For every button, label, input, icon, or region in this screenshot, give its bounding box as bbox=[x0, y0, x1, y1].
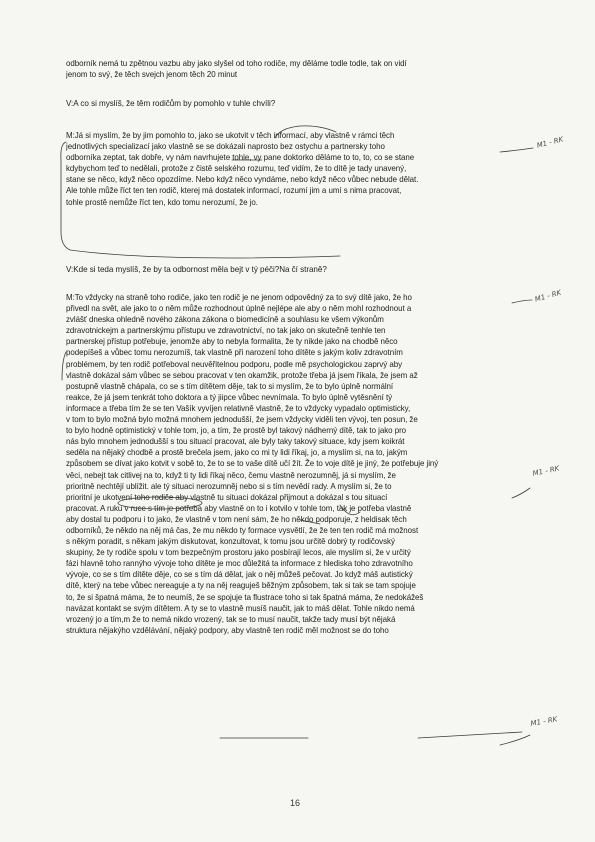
text-line: partnerskej přístup potřebuje, jenomže aby to nebyla formalita, že ty nikde jako na chodbě něco bbox=[66, 337, 398, 347]
text-line: přivedl na svět, ale jako to o něm může rozhodnout úplně nejlépe ale aby o něm mohl rozhodnout a bbox=[66, 304, 412, 314]
handwritten-margin-note: M1 - RK bbox=[534, 288, 563, 304]
text-line: vývoje, co se s tím dítěte děje, co se s tím dá dělat, jak o něj můžeš pečovat. Jo když máš autistický bbox=[66, 570, 413, 580]
text-line: zdravotnickejm a partnerskýmu přístupu ve zdravotnictví, no tak jako on skutečně tenhle ten bbox=[66, 326, 386, 336]
handwritten-margin-note: M1 - RK bbox=[536, 135, 565, 150]
text-line: V:A co si myslíš, že těm rodičům by pomohlo v tuhle chvíli? bbox=[66, 99, 276, 108]
text-line: postupně vlastně chápala, co se s tím dítětem děje, tak to si myslím, že to bylo úplně normální bbox=[66, 381, 394, 391]
paragraph-continuation bbox=[66, 58, 524, 80]
text-line: vrozený jo a tím,m že to nemá nikdo vrozený, tak se to musí naučit, takže tady musí být nějaká bbox=[66, 614, 396, 624]
page-number: 16 bbox=[290, 798, 301, 808]
text-line: prioritně nechtějí ublížit. ale tý situaci nerozumněj nebo si s tím nevědí rady. A myslím si, že to bbox=[66, 481, 392, 491]
text-line: pracovat. A ruku v ruce s tím je potřeba aby vlastně on to i kotvilo v tohle tom, tak je potřeba vlastně bbox=[66, 503, 412, 513]
text-line: odborník nemá tu zpětnou vazbu aby jako slyšel od toho rodiče, my děláme todle todle, tak on vidí bbox=[66, 59, 407, 68]
text-line: aby dostal tu podporu i to jako, že vlastně v tom není sám, že ho někdo podporuje, z heldisak těch bbox=[66, 514, 407, 524]
text-line: v tom to bylo možná bylo možná mnohem jednodušší, že jsem vždycky viděli ten vývoj, ten posun, že bbox=[66, 415, 418, 425]
text-line: struktura nějakýho vzdělávání, nějaký podpory, aby vlastně ten rodič měl možnost se do toho bbox=[66, 625, 389, 635]
text-line: podepíšeš a vůbec tomu nerozumíš, tak vlastně při narození toho dítěte s jakým koliv zdravotním bbox=[66, 348, 403, 358]
text-line: seděla na nějaký chodbě a prostě brečela jsem, jako co mi ty lidi říkaj, jo, a myslím si, na to, jakým bbox=[66, 448, 408, 458]
text-line: dítě, který na tebe vůbec nereaguje a ty na něj reaguješ běžným způsobem, tak si tak se tam spojuje bbox=[66, 581, 416, 591]
handwritten-margin-note: M1 - RK bbox=[532, 464, 561, 478]
respondent-answer bbox=[66, 292, 524, 636]
text-line: tohle prostě nemůže říct ten, kdo tomu nerozumí, že jo. bbox=[66, 197, 258, 207]
text-line: způsobem se dívat jako kotvit v sobě to, že to se to vaše dítě učí žít. Že to voje dítě je jiný, že potřebuje jiný bbox=[66, 459, 439, 469]
text-line: navázat kontakt se svým dítětem. A ty se to vlastně musíš naučit, jak to máš dělat. Tohle nikdo nemá bbox=[66, 603, 415, 613]
text-line: odborníků, že někdo na něj má čas, že mu někdo ty formace vysvětlí, že že ten ten rodič má možnost bbox=[66, 525, 419, 535]
text-line: zvlášť dneska ohledně nového zákona zákona o biomedicíně a souhlasu ke všem výkonům bbox=[66, 315, 384, 325]
text-line: kdybychom teď to nedělali, protože z čistě selského rozumu, teď vidím, že to dítě je tady unavený, bbox=[66, 164, 407, 174]
text-line: V:Kde si teda myslíš, že by ta odbornost měla bejt v tý péči?Na čí straně? bbox=[66, 265, 327, 274]
interviewer-question bbox=[66, 264, 524, 275]
connector-line bbox=[500, 735, 530, 745]
interviewer-question bbox=[66, 98, 524, 109]
text-line: prioritní je ukotvení toho rodiče aby vlastně tu situaci dokázal přijmout a dokázal s tou situací bbox=[66, 492, 388, 502]
text-line: skupiny, že ty rodiče spolu v tom bezpečným prostoru jako posbírají lecos, ale myslím si, že v určitý bbox=[66, 548, 411, 558]
text-line: reakce, že já jsem tenkrát toho doktora a tý jiipce vůbec nevnímala. To bylo úplně vytěsnění tý bbox=[66, 392, 393, 402]
text-line: jenom to svý, že těch svejch jenom těch 20 minut bbox=[66, 70, 238, 80]
text-line: problémem, by ten rodič potřeboval neuvěřitelnou podporu, podle mě psychologickou zaprvý aby bbox=[66, 359, 403, 369]
text-line: Ale tohle může říct ten ten rodič, kterej má dostatek informací, rozumí jim a umí s nima pracovat, bbox=[66, 186, 402, 196]
text-line: věci, nebejt tak citlivej na to, když ti ty lidi říkaj něco, čemu vlastně nerozumněj, já si myslím, že bbox=[66, 470, 396, 480]
text-line: vlastně dokázal sám vůbec se sebou pracovat v ten okamžik, protože třeba já jsem říkala, že jsem až bbox=[66, 370, 418, 380]
text-line: odborníka zeptat, tak dobře, vy nám navrhujete tohle, vy pane doktorko děláme to to, to, co se stane bbox=[66, 153, 415, 163]
text-line: informace a třeba tím že se ten Vašík vyvíjen relativně vlastně, že to vždycky vypadalo optimisticky, bbox=[66, 403, 411, 413]
respondent-answer bbox=[66, 130, 524, 208]
text-line: to, že si špatná máma, že to neumíš, že se spojuje ta flustrace toho si tak špatná máma, že nedokážeš bbox=[66, 592, 424, 602]
text-line: jednotlivých specializací jako vlastně se se dokázali naprosto bez ostychu a partnersky toho bbox=[66, 142, 385, 152]
text-line: stane se něco, když něco opozdíme. Nebo když něco vyndáme, nebo když něco vůbec nebude dělat. bbox=[66, 175, 419, 185]
text-line: M:To vždycky na straně toho rodiče, jako ten rodič je ne jenom odpovědný za to svý dítě jako, že ho bbox=[66, 293, 412, 302]
text-line: to bylo hodně optimistický v tohle tom, jo, a tím, že prostě byl takový nádherný dítě, tak to jako pro bbox=[66, 426, 407, 436]
text-line: s někým poradit, s někam jakým diskutovat, konzultovat, k tomu jsou určitě dobrý ty rodičovský bbox=[66, 537, 395, 547]
text-line: M:Já si myslím, že by jim pomohlo to, jako se ukotvit v těch informací, aby vlastně v rámci těch bbox=[66, 131, 395, 140]
text-line: fázi hlavně toho rannýho vývoje toho dítěte je moc důležitá ta informace z hlediska toho zdravotního bbox=[66, 559, 413, 569]
handwritten-margin-note: M1 - RK bbox=[530, 715, 558, 728]
underline-mark bbox=[418, 732, 522, 738]
text-line: nás bylo mnohem jednodušší s tou situací pracovat, ale byly taky takový situace, kdy jsem koikrát bbox=[66, 437, 405, 447]
